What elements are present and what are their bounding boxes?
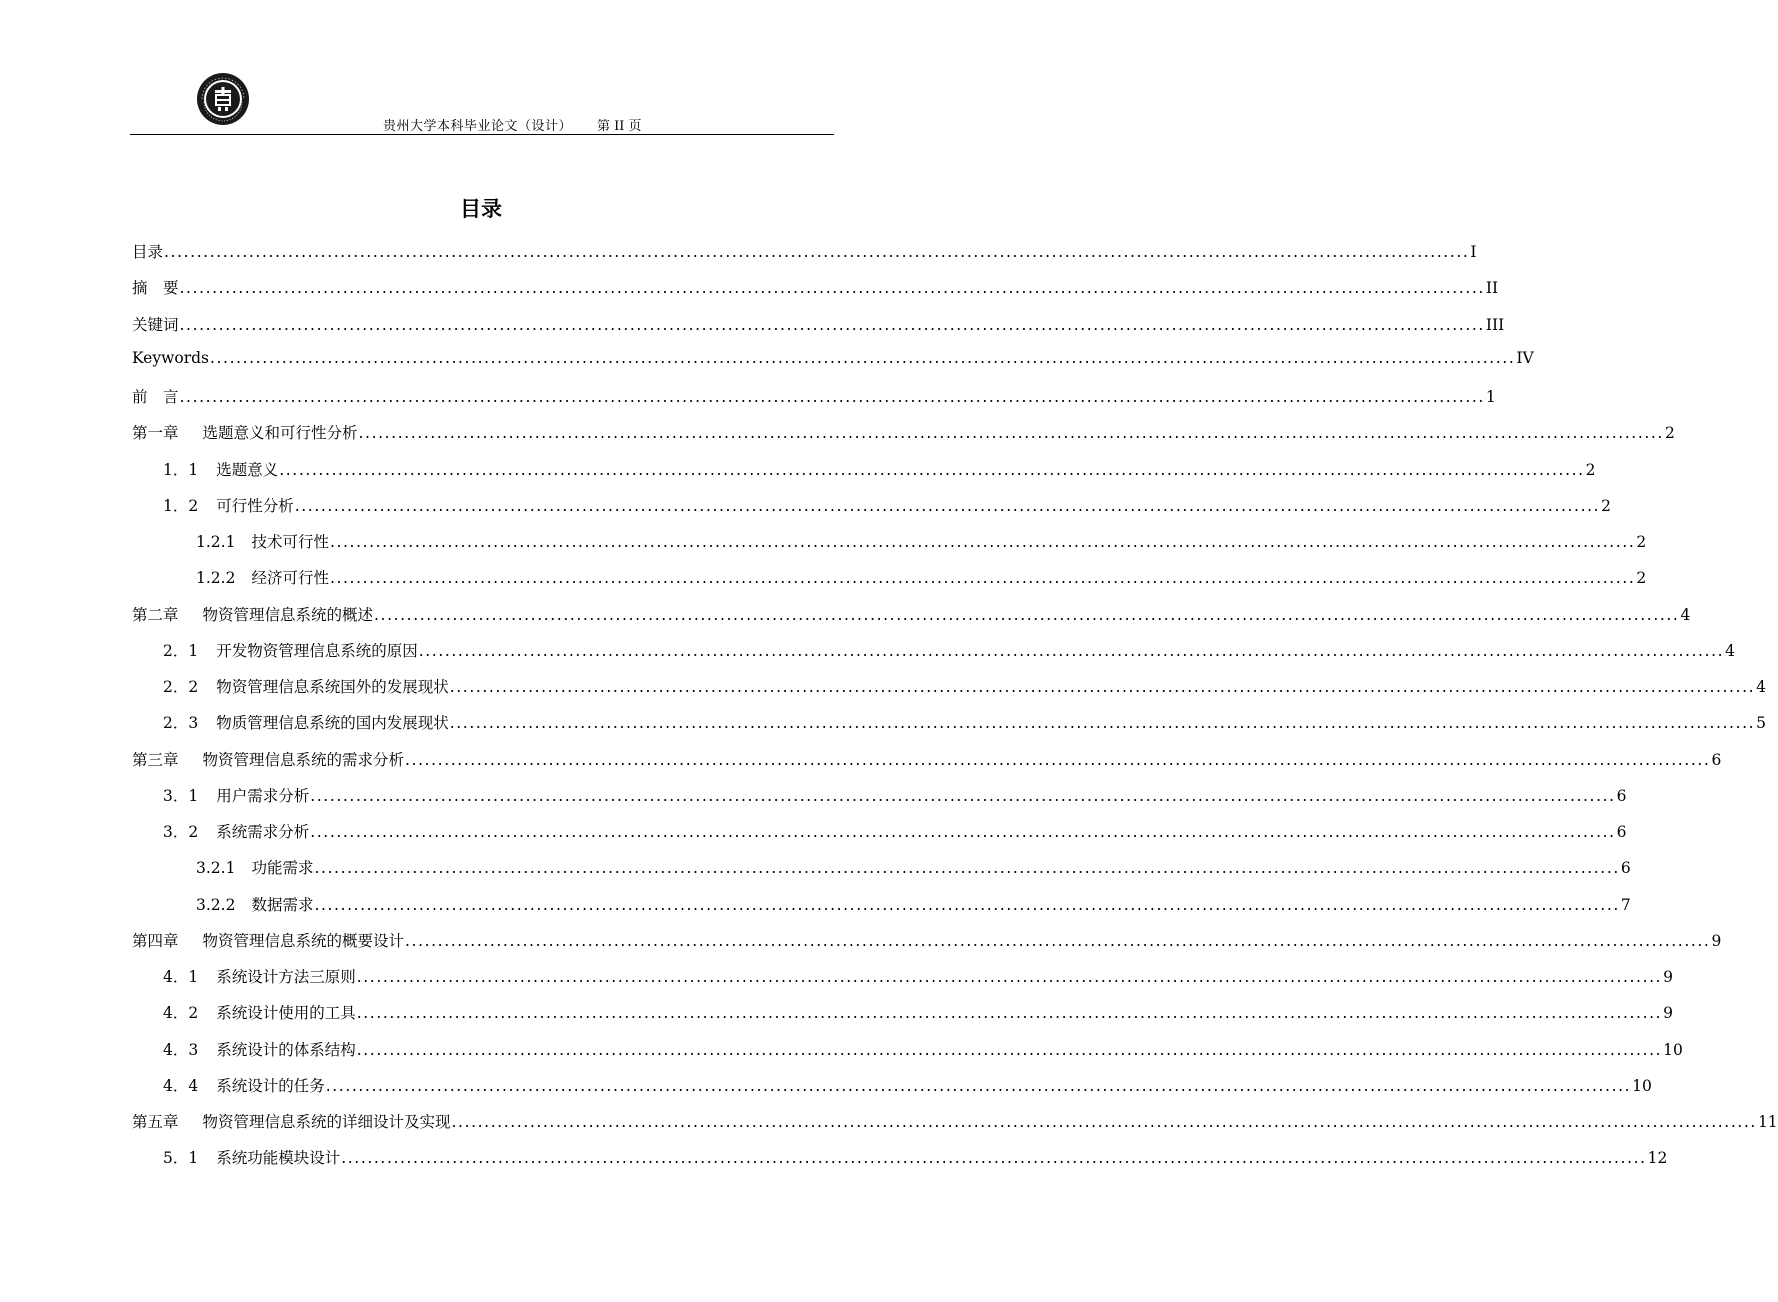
toc-entry-number: 2．1 (163, 641, 199, 660)
toc-leader-dots: ........................................................................................................................................................................................................ (325, 1076, 1632, 1095)
university-logo (196, 72, 250, 126)
toc-entry[interactable] (196, 856, 1631, 878)
toc-entry-label: 摘 要 (132, 279, 179, 298)
toc-entry-label: 选题意义和可行性分析 (202, 424, 358, 443)
toc-entry-number: 4．2 (163, 1004, 199, 1023)
toc-entry[interactable] (163, 711, 1767, 733)
toc-entry[interactable] (132, 929, 1722, 951)
toc-entry-label: 数据需求 (251, 895, 314, 914)
toc-entry-page: 4 (1725, 641, 1736, 660)
toc-entry-number: 第四章 (132, 931, 179, 950)
toc-entry-number: 第五章 (132, 1113, 179, 1131)
toc-entry-label: 系统设计的任务 (216, 1076, 325, 1095)
toc-entry-page: 9 (1663, 968, 1674, 986)
toc-entry-page: IV (1516, 348, 1534, 367)
toc-entry-label: 系统设计方法三原则 (216, 968, 356, 986)
toc-entry-label: 物资管理信息系统的概要设计 (202, 931, 405, 950)
header-rule (130, 134, 834, 135)
toc-entry-label: 技术可行性 (251, 533, 329, 551)
toc-entry-page: 6 (1620, 859, 1631, 878)
toc-entry-label: 目录 (132, 243, 164, 261)
toc-entry-label: 前 言 (132, 388, 179, 406)
toc-entry[interactable] (163, 820, 1627, 842)
toc-entry-label: 物资管理信息系统国外的发展现状 (216, 678, 449, 696)
toc-leader-dots: ........................................................................................................................................................................................................ (358, 424, 1664, 443)
toc-entry-number: 4．1 (163, 968, 199, 986)
toc-entry-number: 3.2.2 (196, 895, 236, 914)
toc-leader-dots: ........................................................................................................................................................................................................ (418, 641, 1725, 660)
toc-entry-label: Keywords (132, 348, 209, 367)
toc-entry-page: 2 (1636, 533, 1647, 551)
toc-entry[interactable] (163, 1074, 1652, 1096)
toc-entry-label: 开发物资管理信息系统的原因 (216, 641, 418, 660)
toc-entry-page: 10 (1663, 1040, 1683, 1059)
toc-entry-number: 4．4 (163, 1076, 199, 1095)
toc-entry-page: 5 (1756, 714, 1767, 733)
toc-leader-dots: ........................................................................................................................................................................................................ (179, 279, 1485, 298)
toc-entry[interactable] (163, 965, 1674, 987)
toc-leader-dots: ........................................................................................................................................................................................................ (449, 678, 1756, 696)
toc-entry-number: 1.2.2 (196, 569, 236, 588)
toc-leader-dots: ........................................................................................................................................................................................................ (329, 569, 1636, 588)
toc-entry[interactable] (132, 603, 1691, 625)
toc-leader-dots: ........................................................................................................................................................................................................ (356, 1004, 1663, 1023)
toc-leader-dots: ........................................................................................................................................................................................................ (356, 968, 1663, 986)
toc-leader-dots: ........................................................................................................................................................................................................ (310, 823, 1616, 841)
toc-entry[interactable] (163, 1038, 1683, 1060)
toc-entry-page: 4 (1756, 678, 1767, 696)
toc-title: 目录 (460, 197, 502, 221)
toc-leader-dots: ........................................................................................................................................................................................................ (179, 388, 1485, 406)
toc-entry[interactable] (132, 313, 1505, 335)
toc-leader-dots: ........................................................................................................................................................................................................ (449, 714, 1756, 733)
toc-entry-page: 6 (1616, 786, 1627, 805)
toc-entry-page: I (1470, 243, 1477, 261)
toc-leader-dots: ........................................................................................................................................................................................................ (294, 496, 1601, 515)
toc-entry-page: 2 (1585, 460, 1596, 479)
toc-entry-page: 2 (1664, 424, 1675, 443)
toc-entry-label: 用户需求分析 (216, 786, 310, 805)
toc-leader-dots: ........................................................................................................................................................................................................ (341, 1149, 1647, 1168)
toc-entry-number: 4．3 (163, 1040, 199, 1059)
toc-entry[interactable] (163, 1146, 1668, 1168)
toc-leader-dots: ........................................................................................................................................................................................................ (405, 750, 1711, 769)
toc-entry-page: 11 (1757, 1113, 1778, 1131)
toc-entry-number: 1．1 (163, 460, 199, 479)
toc-entry-label: 经济可行性 (251, 569, 329, 588)
toc-entry[interactable] (132, 385, 1496, 407)
toc-leader-dots: ........................................................................................................................................................................................................ (314, 895, 1620, 914)
toc-entry[interactable] (196, 566, 1647, 588)
toc-entry-page: 6 (1616, 823, 1627, 841)
toc-entry-page: 10 (1632, 1076, 1652, 1095)
toc-leader-dots: ........................................................................................................................................................................................................ (314, 859, 1620, 878)
toc-entry-label: 可行性分析 (216, 496, 294, 515)
toc-entry-number: 第三章 (132, 750, 179, 769)
toc-entry[interactable] (163, 675, 1767, 697)
toc-entry-label: 系统设计使用的工具 (216, 1004, 356, 1023)
toc-entry-number: 3．2 (163, 823, 199, 841)
toc-entry-label: 选题意义 (216, 460, 279, 479)
toc-entry-label: 系统设计的体系结构 (216, 1040, 356, 1059)
toc-entry[interactable] (132, 1110, 1778, 1132)
toc-entry-page: 4 (1680, 605, 1691, 624)
toc-leader-dots: ........................................................................................................................................................................................................ (405, 931, 1711, 950)
toc-entry-number: 3．1 (163, 786, 199, 805)
toc-leader-dots: ........................................................................................................................................................................................................ (374, 605, 1680, 624)
toc-leader-dots: ........................................................................................................................................................................................................ (451, 1113, 1757, 1131)
toc-entry-label: 系统功能模块设计 (216, 1149, 341, 1168)
toc-entry-page: 1 (1485, 388, 1496, 406)
toc-entry-label: 系统需求分析 (216, 823, 310, 841)
toc-entry-number: 3.2.1 (196, 859, 236, 878)
toc-entry[interactable] (163, 458, 1596, 480)
toc-leader-dots: ........................................................................................................................................................................................................ (310, 786, 1616, 805)
toc-entry-label: 关键词 (132, 315, 179, 334)
toc-entry-page: 2 (1601, 496, 1612, 515)
toc-entry[interactable] (132, 276, 1499, 298)
toc-entry-label: 物资管理信息系统的需求分析 (202, 750, 405, 769)
toc-leader-dots: ........................................................................................................................................................................................................ (179, 315, 1485, 334)
toc-entry[interactable] (132, 748, 1722, 770)
toc-entry-page: II (1485, 279, 1499, 298)
header-page-number: 第 II 页 (597, 119, 642, 134)
toc-entry-page: 2 (1636, 569, 1647, 588)
toc-entry-page: 12 (1647, 1149, 1668, 1168)
toc-entry[interactable] (132, 421, 1675, 443)
toc-entry[interactable] (163, 1001, 1674, 1023)
toc-entry-page: 6 (1711, 750, 1722, 769)
toc-leader-dots: ........................................................................................................................................................................................................ (164, 243, 1470, 261)
toc-entry-number: 第一章 (132, 424, 179, 443)
toc-entry-page: 9 (1663, 1004, 1674, 1023)
toc-entry[interactable] (163, 784, 1627, 806)
toc-entry-page: 7 (1620, 895, 1631, 914)
toc-entry-number: 1．2 (163, 496, 199, 515)
toc-entry[interactable] (196, 893, 1631, 915)
toc-entry[interactable] (196, 530, 1647, 552)
toc-leader-dots: ........................................................................................................................................................................................................ (209, 348, 1516, 367)
toc-entry-label: 物资管理信息系统的概述 (202, 605, 374, 624)
toc-entry-number: 第二章 (132, 605, 179, 624)
toc-entry[interactable] (132, 240, 1477, 262)
toc-leader-dots: ........................................................................................................................................................................................................ (329, 533, 1636, 551)
toc-entry[interactable] (132, 348, 1534, 371)
toc-entry[interactable] (163, 494, 1612, 516)
toc-entry-label: 物资管理信息系统的详细设计及实现 (202, 1113, 451, 1131)
toc-entry-label: 功能需求 (251, 859, 314, 878)
header-title: 贵州大学本科毕业论文（设计） (383, 119, 573, 134)
toc-entry-label: 物质管理信息系统的国内发展现状 (216, 714, 449, 733)
toc-entry[interactable] (163, 639, 1736, 661)
toc-leader-dots: ........................................................................................................................................................................................................ (356, 1040, 1663, 1059)
toc-entry-number: 2．3 (163, 714, 199, 733)
toc-entry-page: III (1485, 315, 1505, 334)
toc-leader-dots: ........................................................................................................................................................................................................ (279, 460, 1585, 479)
toc-entry-number: 1.2.1 (196, 533, 236, 551)
toc-entry-number: 5．1 (163, 1149, 199, 1168)
toc-entry-page: 9 (1711, 931, 1722, 950)
toc-entry-number: 2．2 (163, 678, 199, 696)
